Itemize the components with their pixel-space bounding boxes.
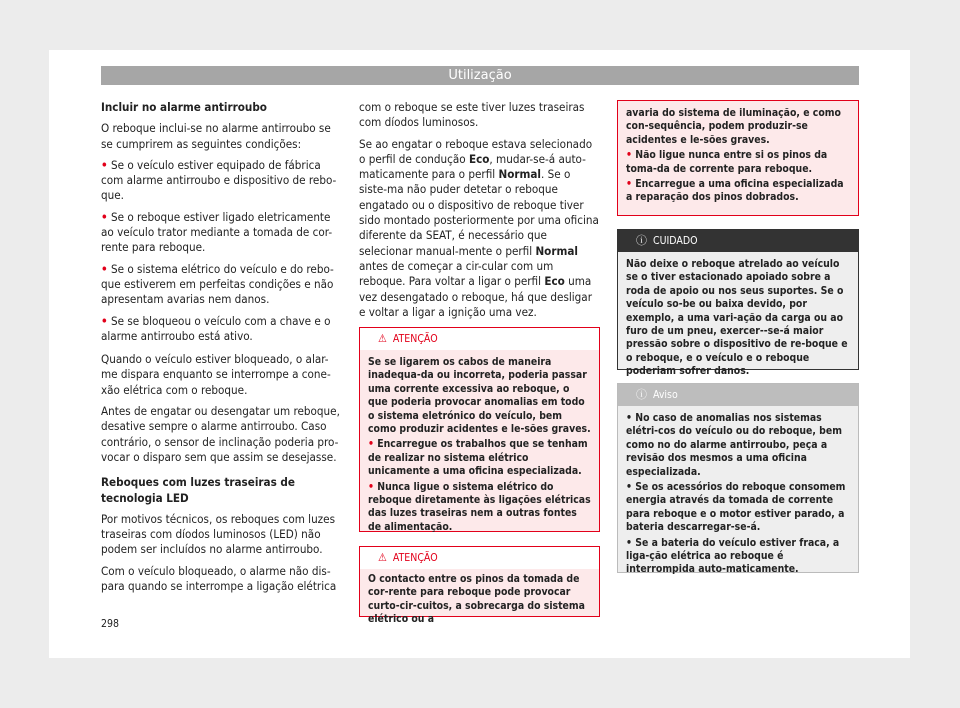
list-item: • Encarregue a uma oficina especializada a reparação dos pinos dobrados. bbox=[626, 178, 844, 204]
caution-text: Não deixe o reboque atrelado ao veículo se o tiver estacionado apoiado sobre a roda de apoio ou nos seus suportes. Se o veículo so-be ou baixa devido, por exemplo, a uma vari-ação da carga ou ao furo de um pneu, exercer--se-á maior pressão sobre o dispositivo de re-boque e o reboque, e o veículo e o reboque poderiam sofrer danos. bbox=[626, 258, 848, 378]
paragraph: Por motivos técnicos, os reboques com luzes traseiras com díodos luminosos (LED) não podem ser incluídos no alarme antirroubo. bbox=[101, 511, 336, 557]
column-1 bbox=[101, 100, 341, 600]
warning-triangle-icon: ⚠ bbox=[378, 551, 387, 564]
heading-led: Reboques com luzes traseiras de tecnologia LED bbox=[101, 475, 295, 505]
page-number: 298 bbox=[101, 618, 120, 630]
warning-box-1 bbox=[359, 327, 600, 532]
section-header: Utilização bbox=[101, 66, 859, 85]
list-item: • Se a bateria do veículo estiver fraca, a liga-ção elétrica ao reboque é interrompida auto-maticamente. bbox=[626, 536, 840, 576]
list-item: • Se o veículo estiver equipado de fábrica com alarme antirroubo e dispositivo de rebo-que. bbox=[101, 157, 337, 203]
bullet-icon: • bbox=[101, 261, 108, 276]
bullet-icon: • bbox=[101, 209, 108, 224]
bullet-icon: • bbox=[626, 149, 632, 162]
list-item: • Se os acessórios do reboque consomem energia através da tomada de corrente para reboque e o motor estiver parado, a bateria descarregar-se-á. bbox=[626, 481, 846, 534]
list-item: • Não ligue nunca entre si os pinos da toma-da de corrente para reboque. bbox=[626, 149, 828, 175]
bullet-icon: • bbox=[368, 438, 374, 451]
info-circle-icon: ⓘ bbox=[636, 234, 647, 247]
info-icon: ⓘ bbox=[636, 388, 647, 401]
warning-header: ⚠ ATENÇÃO bbox=[360, 328, 599, 350]
paragraph: Antes de engatar ou desengatar um reboque, desative sempre o alarme antirroubo. Caso contrário, o sensor de inclinação poderia pro-vocar o disparo sem que assim se desejasse. bbox=[101, 404, 340, 464]
warning-text: Se se ligarem os cabos de maneira inadequa-da ou incorreta, poderia passar uma corrente excessiva ao reboque, o que poderia provocar anomalias em todo o sistema eletrónico do veículo, bem como produzir acidentes e le-sões graves. bbox=[368, 356, 591, 436]
list-item: • Nunca ligue o sistema elétrico do reboque diretamente às ligações elétricas das luzes traseiras nem a outras fontes de alimentação. bbox=[368, 480, 591, 533]
paragraph: Se ao engatar o reboque estava selecionado o perfil de condução Eco, mudar-se-á auto-maticamente para o perfil Normal. Se o siste-ma não puder detetar o reboque engatado ou o dispositivo de reboque tiver sido montado posteriormente por uma oficina diferente da SEAT, é necessário que selecionar manual-mente o perfil Normal antes de começar a cir-cular com um reboque. Para voltar a ligar o perfil Eco uma vez desengatado o reboque, há que desligar e voltar a ligar a ignição uma vez. bbox=[359, 136, 599, 319]
heading-alarm: Incluir no alarme antirroubo bbox=[101, 100, 267, 114]
paragraph: com o reboque se este tiver luzes traseiras com díodos luminosos. bbox=[359, 100, 585, 130]
bullet-icon: • bbox=[626, 536, 632, 549]
bullet-icon: • bbox=[101, 157, 108, 172]
bullet-icon: • bbox=[101, 313, 108, 328]
warning-header: ⚠ ATENÇÃO bbox=[360, 547, 599, 569]
note-header: ⓘ Aviso bbox=[618, 384, 858, 406]
list-item: • Se se bloqueou o veículo com a chave e o alarme antirroubo está ativo. bbox=[101, 313, 331, 343]
list-item: • Encarregue os trabalhos que se tenham de realizar no sistema elétrico unicamente a uma oficina especializada. bbox=[368, 438, 588, 478]
caution-header: ⓘ CUIDADO bbox=[618, 230, 858, 252]
column-2 bbox=[359, 100, 599, 326]
warning-triangle-icon: ⚠ bbox=[378, 332, 387, 345]
bullet-icon: • bbox=[626, 178, 632, 191]
bullet-icon: • bbox=[368, 480, 374, 493]
note-box bbox=[617, 383, 859, 576]
warning-box-continued bbox=[617, 100, 859, 216]
warning-text: O contacto entre os pinos da tomada de cor-rente para reboque pode provocar curto-cir-cuitos, a sobrecarga do sistema elétrico ou a bbox=[368, 573, 585, 626]
list-item: • Se o sistema elétrico do veículo e do rebo-que estiverem em perfeitas condições e não apresentam avarias nem danos. bbox=[101, 261, 334, 307]
list-item: • Se o reboque estiver ligado eletricamente ao veículo trator mediante a tomada de cor-rente para reboque. bbox=[101, 209, 333, 255]
warning-text: avaria do sistema de iluminação, e como con-sequência, podem produzir-se acidentes e le-sões graves. bbox=[626, 107, 841, 146]
caution-box bbox=[617, 229, 859, 378]
paragraph: Com o veículo bloqueado, o alarme não dis-para quando se interrompe a ligação elétrica bbox=[101, 563, 337, 594]
warning-box-2 bbox=[359, 546, 600, 626]
bullet-icon: • bbox=[626, 412, 632, 424]
list-item: • No caso de anomalias nos sistemas elétri-cos do veículo ou do reboque, bem como no do alarme antirroubo, peça a revisão dos mesmos a uma oficina especializada. bbox=[626, 412, 842, 478]
paragraph: O reboque inclui-se no alarme antirroubo se se cumprirem as seguintes condições: bbox=[101, 121, 331, 151]
paragraph: Quando o veículo estiver bloqueado, o alar-me dispara enquanto se interrompe a cone-xão elétrica com o reboque. bbox=[101, 352, 331, 397]
bullet-icon: • bbox=[626, 481, 632, 494]
